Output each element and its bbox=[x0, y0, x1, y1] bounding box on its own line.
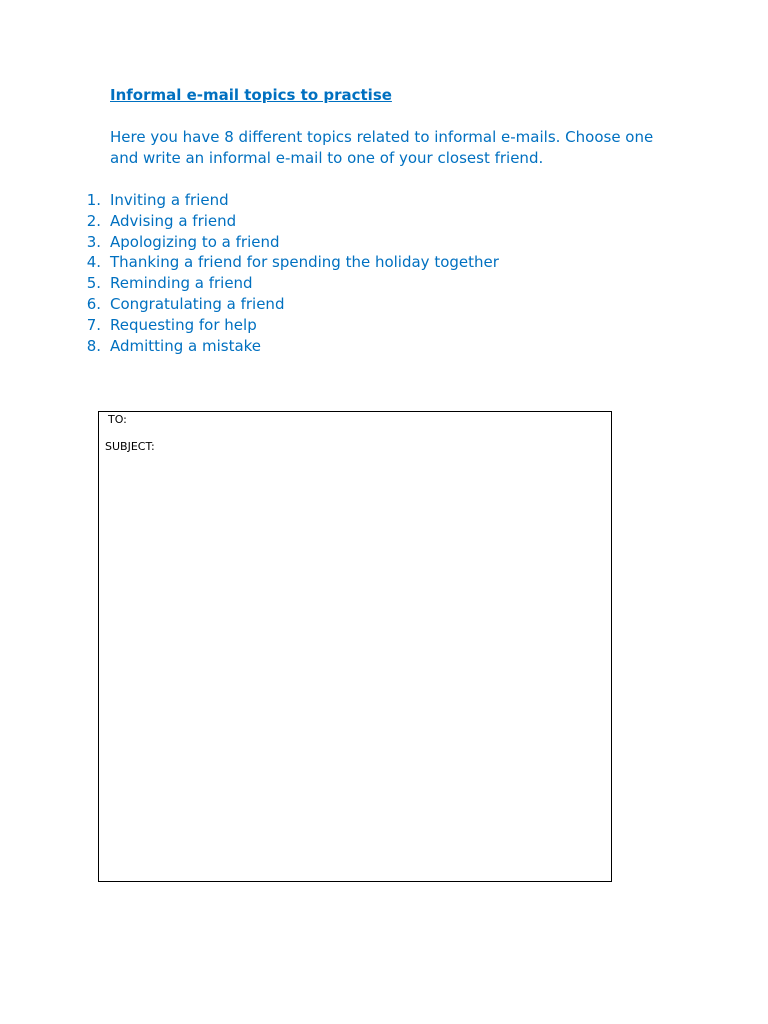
list-item bbox=[80, 294, 499, 315]
list-item-text: Admitting a mistake bbox=[110, 336, 262, 355]
list-item-number: 5. bbox=[86, 274, 101, 293]
list-item-number: 2. bbox=[86, 211, 101, 230]
list-item bbox=[80, 252, 499, 273]
email-body-area[interactable] bbox=[105, 464, 605, 875]
list-item bbox=[80, 190, 499, 211]
list-item-text: Requesting for help bbox=[110, 315, 257, 334]
document-title: Informal e-mail topics to practise bbox=[110, 86, 392, 104]
list-item-number: 4. bbox=[86, 253, 101, 272]
topic-list bbox=[80, 190, 499, 356]
list-item-text: Apologizing to a friend bbox=[110, 232, 280, 251]
list-item bbox=[80, 315, 499, 336]
intro-paragraph: Here you have 8 different topics related to informal e-mails. Choose one and write an informal e-mail to one of your closest friend. bbox=[110, 128, 654, 167]
email-writing-box bbox=[98, 411, 612, 882]
list-item bbox=[80, 336, 499, 357]
list-item-text: Inviting a friend bbox=[110, 191, 229, 209]
list-item-number: 6. bbox=[86, 294, 101, 313]
list-item bbox=[80, 232, 499, 253]
list-item bbox=[80, 273, 499, 294]
subject-label: SUBJECT: bbox=[105, 440, 155, 453]
list-item-number: 3. bbox=[86, 232, 101, 251]
to-label: TO: bbox=[108, 413, 127, 426]
list-item-number: 7. bbox=[86, 315, 101, 334]
list-item-text: Advising a friend bbox=[110, 211, 237, 230]
list-item-text: Reminding a friend bbox=[110, 274, 253, 293]
list-item-text: Thanking a friend for spending the holiday together bbox=[110, 253, 499, 272]
list-item-text: Congratulating a friend bbox=[110, 294, 285, 313]
list-item-number: 8. bbox=[86, 336, 101, 355]
list-item-number: 1. bbox=[86, 191, 101, 209]
list-item bbox=[80, 211, 499, 232]
